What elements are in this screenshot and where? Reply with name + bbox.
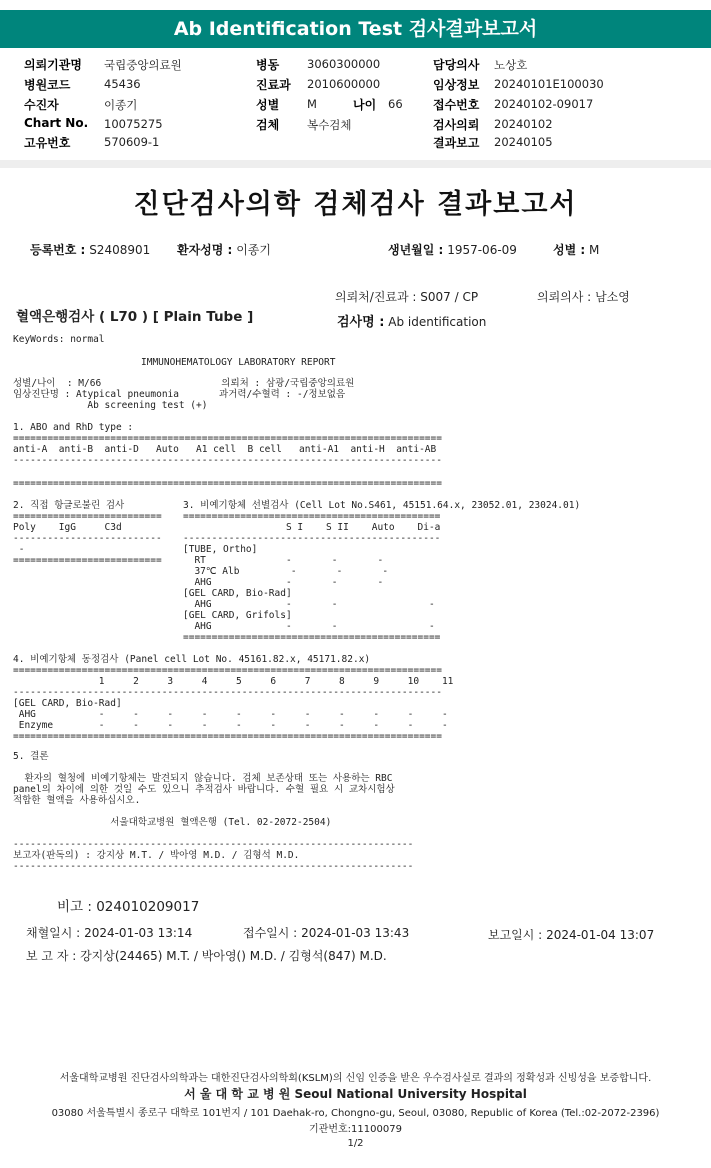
institution-number: 기관번호:11100079 xyxy=(309,1124,402,1135)
info-label: 임상정보 xyxy=(433,78,480,92)
info-label: 결과보고 xyxy=(433,136,480,150)
info-value: 45436 xyxy=(104,77,141,91)
collect-value: 2024-01-03 13:14 xyxy=(84,926,193,940)
info-label: 나이 xyxy=(353,98,377,112)
info-label: 검체 xyxy=(256,118,280,132)
keywords: KeyWords: normal xyxy=(13,334,105,345)
info-value: 2010600000 xyxy=(307,77,381,91)
receive-label: 접수일시 : xyxy=(243,926,298,940)
receipt-time xyxy=(243,924,409,941)
info-label: Chart No. xyxy=(24,116,89,130)
info-label: 검사의뢰 xyxy=(433,118,480,132)
doctor-label: 의뢰의사 : xyxy=(537,290,592,304)
info-value: 20240102-09017 xyxy=(494,97,594,111)
lab-report-heading: IMMUNOHEMATOLOGY LABORATORY REPORT xyxy=(141,357,336,368)
info-value: 570609-1 xyxy=(104,135,160,149)
info-label: 진료과 xyxy=(256,78,291,92)
info-label: 담당의사 xyxy=(433,58,480,72)
info-value: 20240101E100030 xyxy=(494,77,604,91)
double-rule: =========================================================================== xyxy=(13,478,442,489)
reporter-label: 보 고 자 : xyxy=(26,949,77,963)
receive-value: 2024-01-03 13:43 xyxy=(301,926,410,940)
info-value: 복수검체 xyxy=(307,118,352,132)
registration-number xyxy=(30,241,150,258)
info-value: 66 xyxy=(388,97,403,111)
info-label: 고유번호 xyxy=(24,136,71,150)
dob-label: 생년월일 : xyxy=(388,243,444,257)
abo-rhd-section: 1. ABO and RhD type : =========================================================================== anti-A anti-B anti-D Auto A1 cell B cell anti-A1 anti-H anti-AB --------------------------------------------------------------------------- xyxy=(13,422,442,466)
antibody-screen-section: 3. 비예기항체 선별검사 (Cell Lot No.S461, 45151.64.x, 23052.01, 23024.01) ============================================= S I S II Auto Di-a --------------------------------------------- [TUBE, Ortho] RT - - - 37℃ Alb - - - AHG - - - [GEL CARD, Bio-Rad] AHG - - - [GEL CARD, Grifols] AHG - - - ============================================= xyxy=(183,500,581,643)
requesting-dept xyxy=(335,288,478,305)
remark xyxy=(57,895,199,915)
page-number: 1/2 xyxy=(347,1138,364,1149)
remark-value: 024010209017 xyxy=(96,899,200,915)
info-label: 병동 xyxy=(256,58,280,72)
info-value: 20240102 xyxy=(494,117,553,131)
report-label: 보고일시 : xyxy=(488,928,543,942)
info-value: 이종기 xyxy=(104,98,138,112)
test-label: 검사명 : xyxy=(337,315,385,330)
report-banner: Ab Identification Test 검사결과보고서 xyxy=(0,10,711,48)
dat-section: 2. 직접 항글로불린 검사 ========================== Poly IgG C3d -------------------------- - ========================== xyxy=(13,500,162,566)
name-value: 이종기 xyxy=(236,243,271,257)
dept-label: 의뢰처/진료과 : xyxy=(335,290,417,304)
patient-summary: 성별/나이 : M/66 의뢰처 : 삼광/국립중앙의료원 임상진단명 : Atypical pneumonia 과거력/수혈력 : -/정보없음 Ab screening test (+) xyxy=(13,378,355,411)
info-label: 성별 xyxy=(256,98,280,112)
info-value: 10075275 xyxy=(104,117,163,131)
antibody-id-section: 4. 비예기항체 동정검사 (Panel cell Lot No. 45161.82.x, 45171.82.x) =========================================================================== 1 2 3 4 5 6 7 8 9 10 11 --------------------------------------------------------------------------- [GEL CARD, Bio-Rad] AHG - - - - - - - - - - - Enzyme - - - - - - - - - - - =========================================================================== xyxy=(13,654,454,742)
collect-label: 채혈일시 : xyxy=(26,926,81,940)
section-divider xyxy=(0,160,711,168)
hospital-name: 서 울 대 학 교 병 원 Seoul National University Hospital xyxy=(184,1087,527,1101)
request-info xyxy=(0,52,711,164)
sex-label: 성별 : xyxy=(553,243,586,257)
info-label: 의뢰기관명 xyxy=(24,58,82,72)
info-value: 국립중앙의료원 xyxy=(104,58,182,72)
test-value: Ab identification xyxy=(388,315,487,329)
patient-name xyxy=(177,241,271,258)
doctor-value: 남소영 xyxy=(595,290,630,304)
report-time xyxy=(488,926,654,943)
sex-value: M xyxy=(589,243,600,257)
remark-label: 비고 : xyxy=(57,899,92,915)
requesting-doctor xyxy=(537,288,630,305)
info-value: M xyxy=(307,97,317,111)
reporter-value: 강지상(24465) M.T. / 박아영() M.D. / 김형석(847) M.D. xyxy=(80,949,387,963)
info-label: 수진자 xyxy=(24,98,59,112)
test-name xyxy=(337,311,486,330)
info-label: 접수번호 xyxy=(433,98,480,112)
reporter xyxy=(26,947,387,964)
info-label: 병원코드 xyxy=(24,78,71,92)
dob-value: 1957-06-09 xyxy=(447,243,517,257)
info-value: 노상호 xyxy=(494,58,528,72)
conclusion-section: 5. 결론 환자의 혈청에 비예기항체는 발견되지 않습니다. 검체 보존상태 또는 사용하는 RBC panel의 차이에 의한 것일 수도 있으니 추적검사 바랍니다. 수혈 필요 시 교차시험상 적합한 혈액을 사용하십시오. 서울대학교병원 혈액은행 (Tel. 02-2072-2504) ---------------------------------------------------------------------- 보고자(판독의) : 강지상 M.T. / 박아영 M.D. / 김형석 M.D. ---------------------------------------------------------------------- xyxy=(13,751,414,872)
patient-sex xyxy=(553,241,599,258)
name-label: 환자성명 : xyxy=(177,243,233,257)
certification-notice: 서울대학교병원 진단검사의학과는 대한진단검사의학회(KSLM)의 신임 인증을 받은 우수검사실로 결과의 정확성과 신빙성을 보증합니다. xyxy=(59,1073,652,1084)
birth-date xyxy=(388,241,517,258)
info-value: 20240105 xyxy=(494,135,553,149)
collection-time xyxy=(26,924,192,941)
reg-label: 등록번호 : xyxy=(30,243,86,257)
info-value: 3060300000 xyxy=(307,57,381,71)
section-title: 혈액은행검사 ( L70 ) [ Plain Tube ] xyxy=(16,309,254,325)
reg-value: S2408901 xyxy=(89,243,151,257)
page-title: 진단검사의학 검체검사 결과보고서 xyxy=(133,189,578,220)
dept-value: S007 / CP xyxy=(420,290,479,304)
report-value: 2024-01-04 13:07 xyxy=(546,928,655,942)
hospital-address: 03080 서울특별시 종로구 대학로 101번지 / 101 Daehak-ro, Chongno-gu, Seoul, 03080, Republic of Korea (Tel.:02-2072-2396) xyxy=(51,1108,660,1119)
